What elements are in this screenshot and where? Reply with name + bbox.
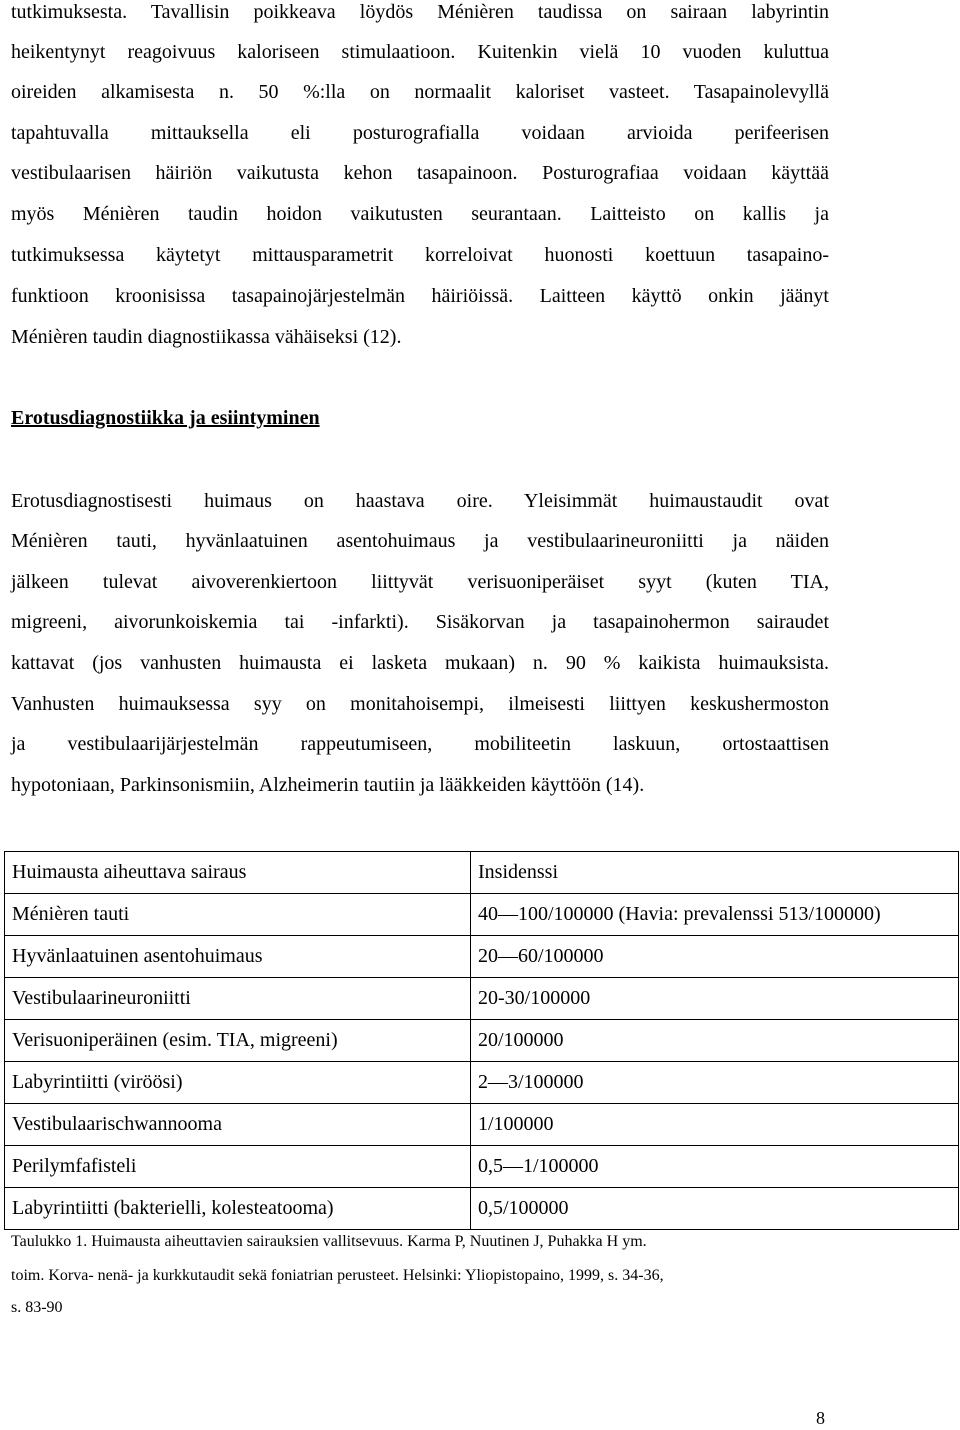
table-row — [5, 1146, 959, 1188]
cell-incidence: 2—3/100000 — [471, 1062, 959, 1104]
table-row — [5, 1020, 959, 1062]
cell-incidence: 40—100/100000 (Havia: prevalenssi 513/100000) — [471, 894, 959, 936]
text-line: funktioon kroonisissa tasapainojärjestelmän häiriöissä. Laitteen käyttö onkin jäänyt — [11, 285, 829, 307]
text-line: vestibulaarisen häiriön vaikutusta kehon tasapainoon. Posturografiaa voidaan käyttää — [11, 162, 829, 184]
text-line: Ménièren taudin diagnostiikassa vähäiseksi (12). — [11, 326, 402, 348]
table-row — [5, 894, 959, 936]
text-line: hypotoniaan, Parkinsonismiin, Alzheimerin tautiin ja lääkkeiden käyttöön (14). — [11, 774, 645, 796]
text-line: heikentynyt reagoivuus kaloriseen stimulaatioon. Kuitenkin vielä 10 vuoden kuluttua — [11, 41, 829, 63]
text-line: tapahtuvalla mittauksella eli posturografialla voidaan arvioida perifeerisen — [11, 122, 829, 144]
text-line: tutkimuksesta. Tavallisin poikkeava löydös Ménièren taudissa on sairaan labyrintin — [11, 1, 829, 23]
cell-incidence: 20/100000 — [471, 1020, 959, 1062]
cell-disease: Verisuoniperäinen (esim. TIA, migreeni) — [5, 1020, 471, 1062]
caption-line: Taulukko 1. Huimausta aiheuttavien sairauksien vallitsevuus. Karma P, Nuutinen J, Puhakka H ym. — [11, 1233, 647, 1250]
text-line: myös Ménièren taudin hoidon vaikutusten seurantaan. Laitteisto on kallis ja — [11, 203, 829, 225]
header-cell-incidence: Insidenssi — [471, 852, 959, 894]
table-header-row — [5, 852, 959, 894]
text-line: jälkeen tulevat aivoverenkiertoon liittyvät verisuoniperäiset syyt (kuten TIA, — [11, 571, 829, 593]
text-line: Erotusdiagnostisesti huimaus on haastava oire. Yleisimmät huimaustaudit ovat — [11, 490, 829, 512]
table-row — [5, 1062, 959, 1104]
text-line: Vanhusten huimauksessa syy on monitahoisempi, ilmeisesti liittyen keskushermoston — [11, 693, 829, 715]
caption-line: s. 83-90 — [11, 1299, 63, 1316]
cell-incidence: 20—60/100000 — [471, 936, 959, 978]
incidence-table — [4, 851, 959, 1230]
cell-disease: Hyvänlaatuinen asentohuimaus — [5, 936, 471, 978]
cell-disease: Perilymfafisteli — [5, 1146, 471, 1188]
text-line: ja vestibulaarijärjestelmän rappeutumiseen, mobiliteetin laskuun, ortostaattisen — [11, 733, 829, 755]
cell-disease: Labyrintiitti (viröösi) — [5, 1062, 471, 1104]
cell-incidence: 1/100000 — [471, 1104, 959, 1146]
cell-incidence: 0,5—1/100000 — [471, 1146, 959, 1188]
text-line: migreeni, aivorunkoiskemia tai -infarkti). Sisäkorvan ja tasapainohermon sairaudet — [11, 611, 829, 633]
text-line: oireiden alkamisesta n. 50 %:lla on normaalit kaloriset vasteet. Tasapainolevyllä — [11, 81, 829, 103]
table-row — [5, 978, 959, 1020]
table-row — [5, 936, 959, 978]
text-line: tutkimuksessa käytetyt mittausparametrit korreloivat huonosti koettuun tasapaino- — [11, 244, 829, 266]
cell-disease: Vestibulaarischwannooma — [5, 1104, 471, 1146]
section-heading: Erotusdiagnostiikka ja esiintyminen — [11, 407, 320, 429]
cell-disease: Vestibulaarineuroniitti — [5, 978, 471, 1020]
table-row — [5, 1104, 959, 1146]
cell-disease: Ménièren tauti — [5, 894, 471, 936]
cell-disease: Labyrintiitti (bakterielli, kolesteatooma) — [5, 1188, 471, 1230]
cell-incidence: 0,5/100000 — [471, 1188, 959, 1230]
table-row — [5, 1188, 959, 1230]
text-line: Ménièren tauti, hyvänlaatuinen asentohuimaus ja vestibulaarineuroniitti ja näiden — [11, 530, 829, 552]
page-number: 8 — [816, 1408, 825, 1428]
caption-line: toim. Korva- nenä- ja kurkkutaudit sekä foniatrian perusteet. Helsinki: Yliopistopaino, 1999, s. 34-36, — [11, 1267, 664, 1284]
text-line: kattavat (jos vanhusten huimausta ei lasketa mukaan) n. 90 % kaikista huimauksista. — [11, 652, 829, 674]
header-cell-disease: Huimausta aiheuttava sairaus — [5, 852, 471, 894]
cell-incidence: 20-30/100000 — [471, 978, 959, 1020]
